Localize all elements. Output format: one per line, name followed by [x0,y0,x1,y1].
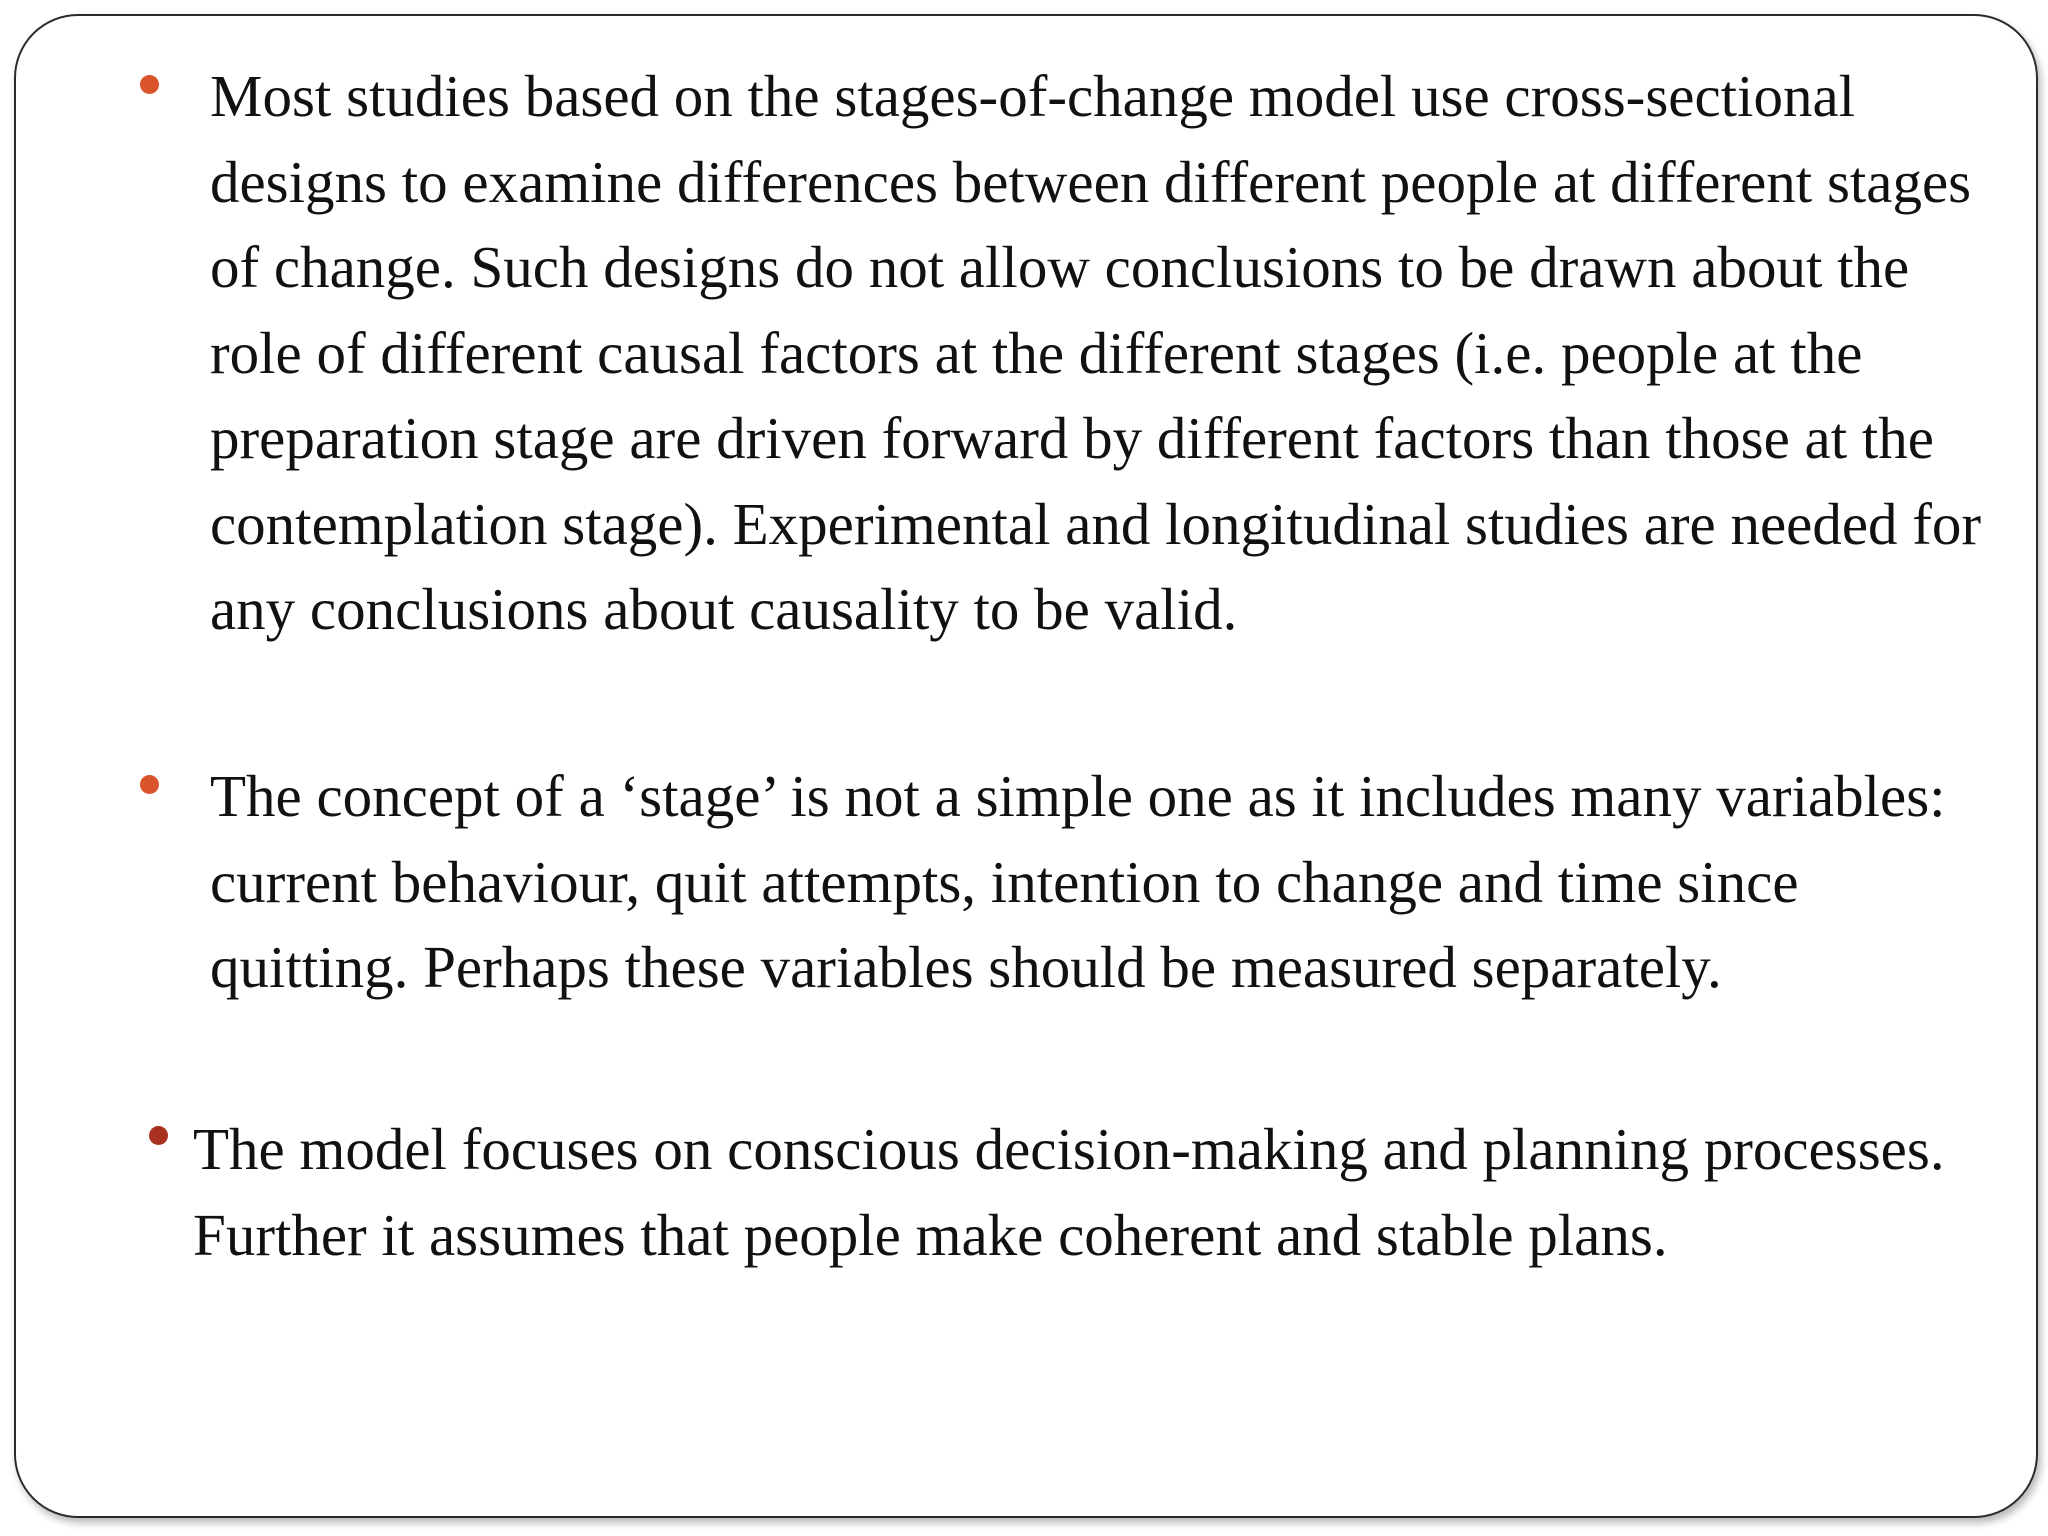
bullet-dot-icon [140,775,159,794]
bullet-text: Most studies based on the stages-of-change model use cross-sectional designs to examine differences between different people at different stages of change. Such designs do not allow conclusions to be drawn about the role of different causal factors at the different stages (i.e. people at the preparation stage are driven forward by different factors than those at the contemplation stage). Experimental and longitudinal studies are needed for any conclusions about causality to be valid. [210,63,1982,642]
bullet-dot-icon [149,1126,168,1145]
bullet-text: The model focuses on conscious decision-making and planning processes. Further it assumes that people make coherent and stable plans. [193,1116,1945,1268]
bullet-item [193,1107,2000,1278]
bullet-item [210,54,2000,653]
bullet-dot-icon [140,75,159,94]
bullet-text: The concept of a ‘stage’ is not a simple one as it includes many variables: current behaviour, quit attempts, intention to change and time since quitting. Perhaps these variables should be measured separately. [210,763,1946,1000]
bullet-item [210,754,2000,1011]
